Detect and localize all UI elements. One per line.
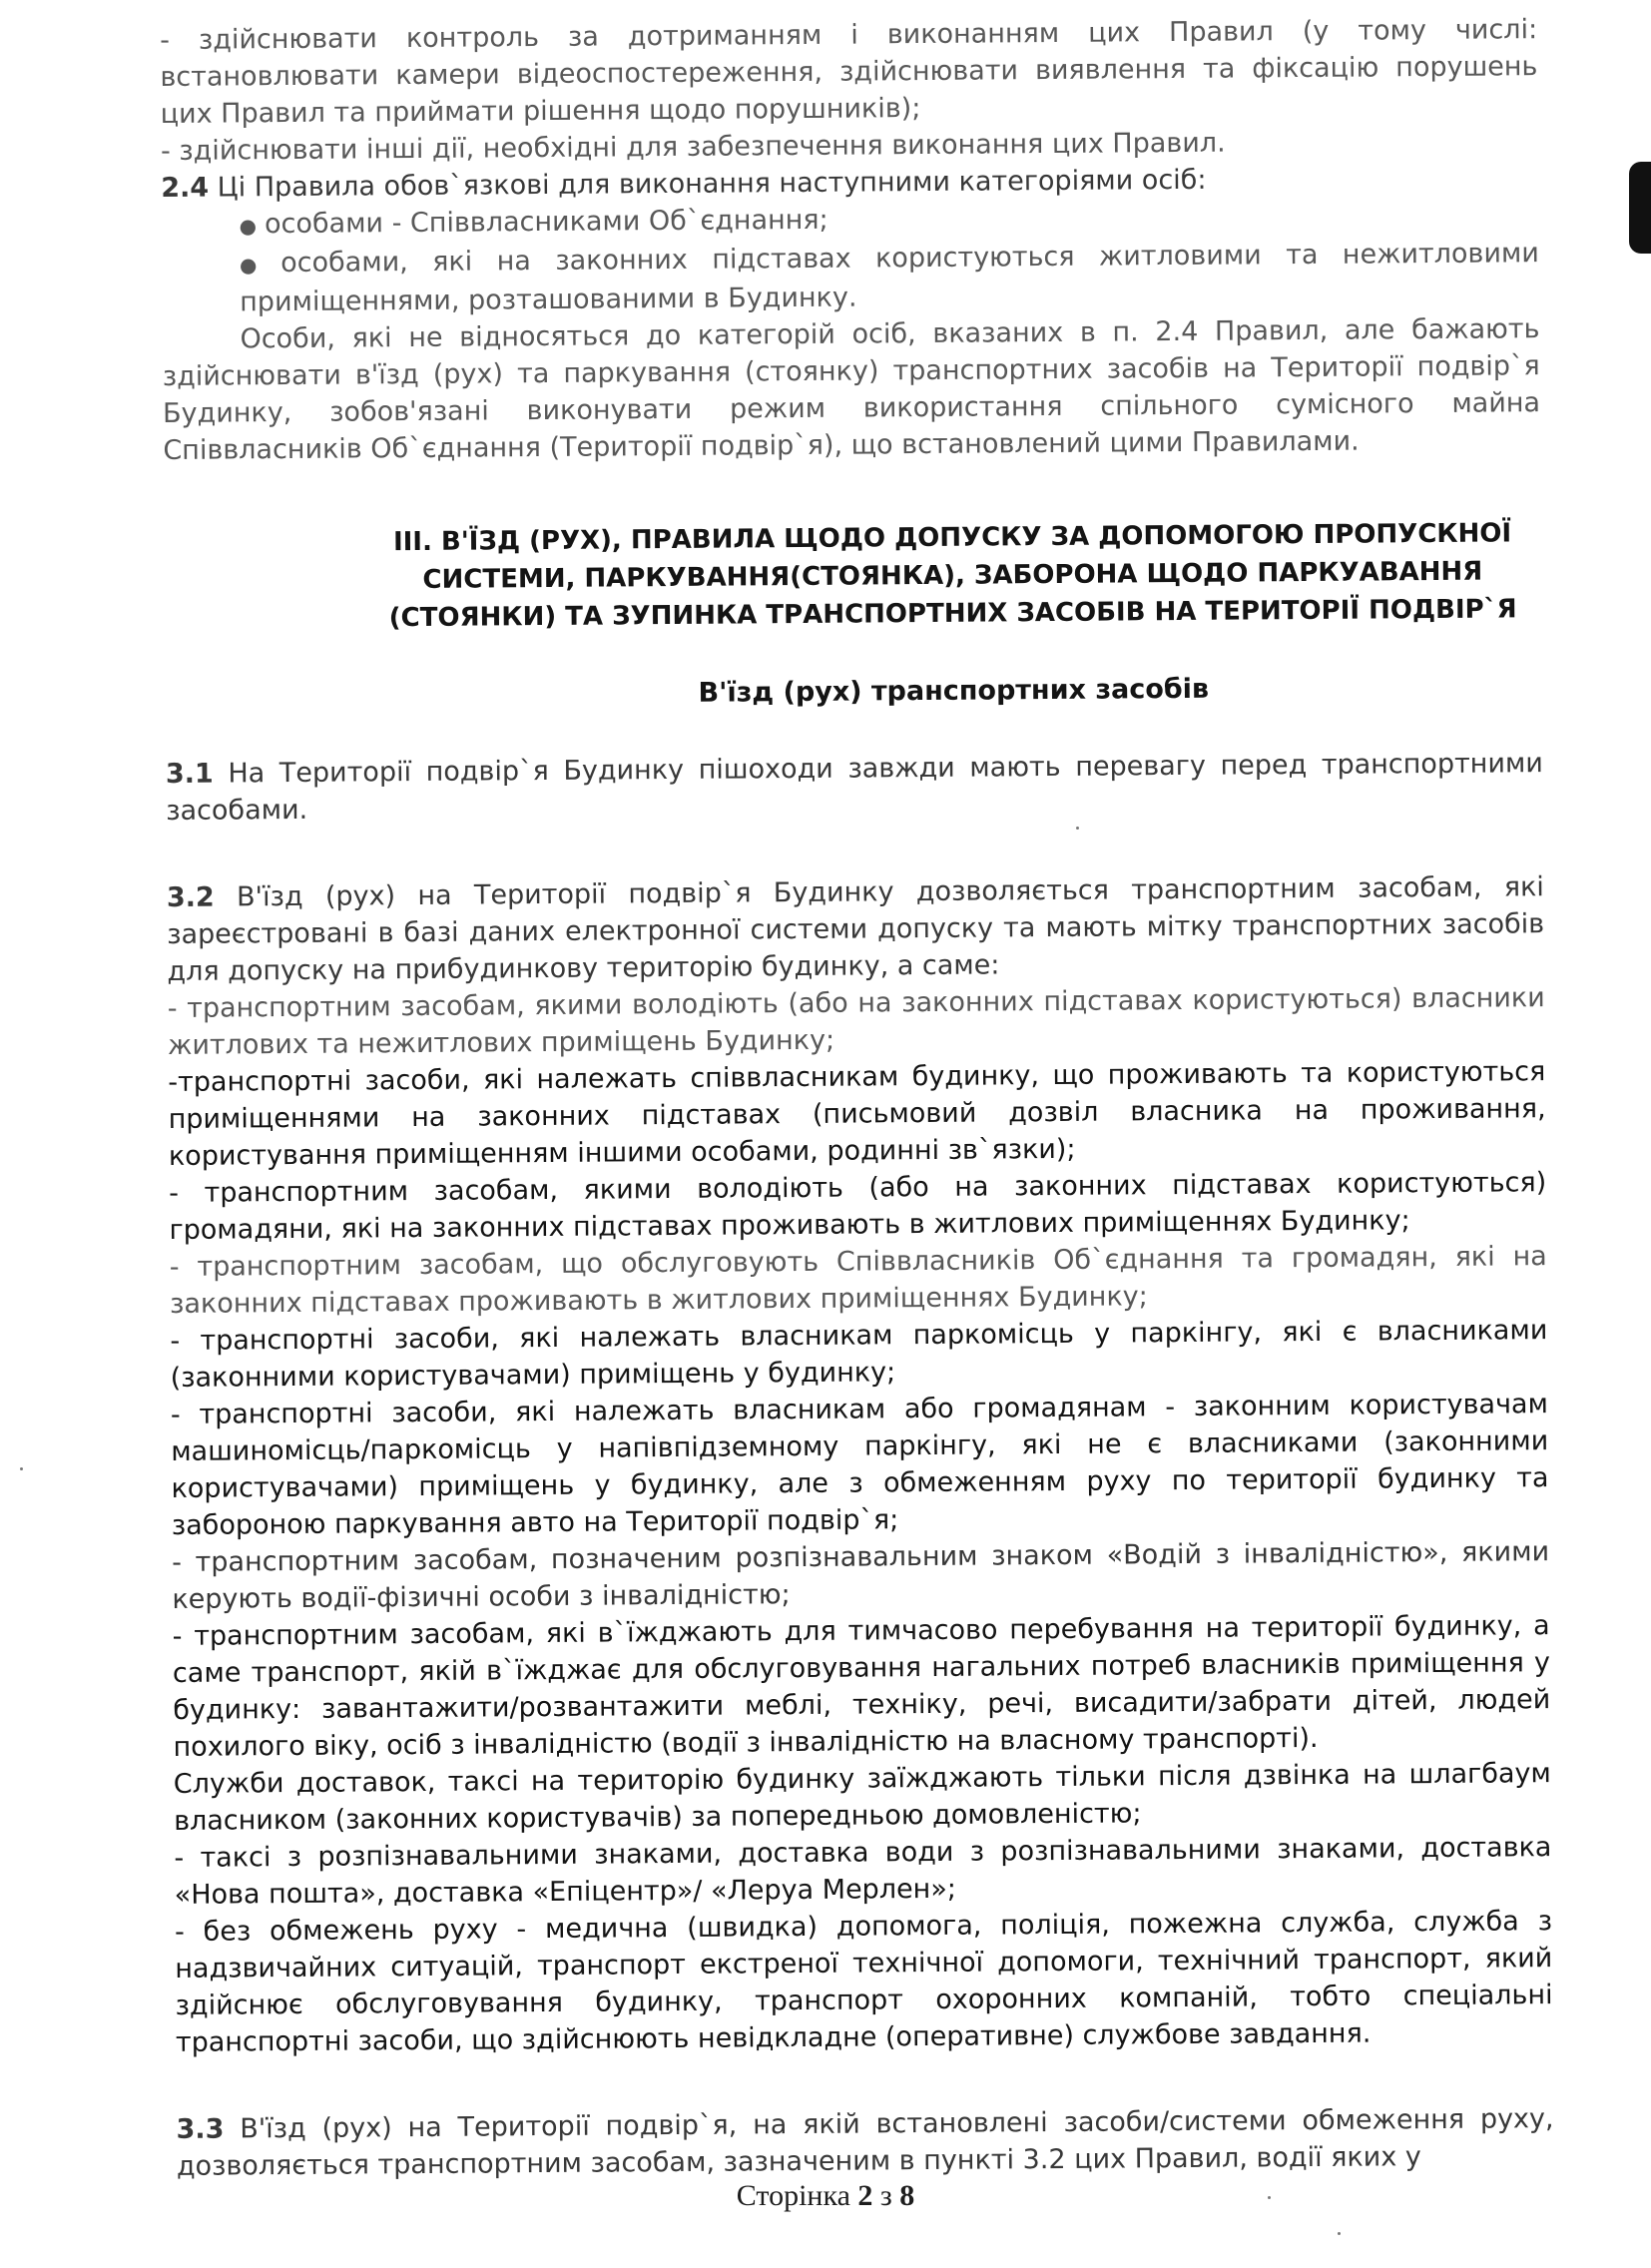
list-item: Служби доставок, таксі на територію будинку заїжджають тільки після дзвінка на шлагбаум власником (законних користувачів) за попередньою домовленістю; [173,1758,1551,1837]
scan-speck [1338,2232,1341,2235]
list-item: - транспортні засоби, які належать власникам або громадянам - законним користувачам машиномісць/паркомісць у напівпідземному паркінгу, які не є власниками (законними користувачами) приміщень у будинку, але з обмеженням руху по території будинку та забороною паркування авто на Території подвір`я; [170,1389,1549,1541]
list-item: -транспортні засоби, які належать співвласникам будинку, що проживають та користуються приміщеннями на законних підставах (письмовий дозвіл власника на проживання, користування приміщенням іншими особами, родинні зв`язки); [168,1056,1546,1172]
list-item: - транспортним засобам, що обслуговують Співвласників Об`єднання та громадян, які на законних підставах проживають в житлових приміщеннях Будинку; [169,1241,1547,1320]
paragraph-text: На Території подвір`я Будинку пішоходи завжди мають перевагу перед транспортними засобами. [166,748,1543,827]
page-separator: з [879,2179,892,2212]
section-heading: III. В'ЇЗД (РУХ), ПРАВИЛА ЩОДО ДОПУСКУ ЗА ДОПОМОГОЮ ПРОПУСКНОЇ СИСТЕМИ, ПАРКУВАННЯ(СТОЯНКА), ЗАБОРОНА ЩОДО ПАРКУАВАННЯ (СТОЯНКИ) ТА ЗУПИНКА ТРАНСПОРТНИХ ЗАСОБІВ НА ТЕРИТОРІЇ ПОДВІР`Я [388,518,1517,634]
bullet-other: - здійснювати інші дії, необхідні для забезпечення виконання цих Правил. [160,127,1226,167]
page-label: Сторінка [736,2179,850,2212]
paragraph-number: 2.4 [161,172,210,204]
page-footer [0,2177,1651,2214]
bullet-control: - здійснювати контроль за дотриманням і виконанням цих Правил (у тому числі: встановлювати камери відеоспостереження, здійснювати виявлення та фіксацію порушень цих Правил та приймати рішення щодо порушників); [160,14,1538,130]
paragraph-number: 3.1 [165,758,214,790]
paragraph-text: Ці Правила обов`язкові для виконання наступними категоріями осіб: [217,164,1207,204]
paragraph-3-2 [167,868,1545,990]
list-item: - транспортним засобам, які в`їжджають для тимчасово перебування на території будинку, а саме транспорт, якій в`їжджає для обслуговування нагальних потреб власників приміщення у будинку: завантажити/розвантажити меблі, техніку, речі, висадити/забрати дітей, людей похилого віку, осіб з інвалідністю (водії з інвалідністю на власному транспорті). [172,1610,1551,1763]
category-item [162,235,1540,321]
page-total: 8 [899,2179,915,2212]
paragraph-number: 3.3 [176,2113,225,2145]
list-item: - транспортним засобам, якими володіють (або на законних підставах користуються) власники житлових та нежитлових приміщень Будинку; [167,982,1545,1061]
scan-speck [20,1467,23,1470]
list-item: - таксі з розпізнавальними знаками, доставка води з розпізнавальними знаками, доставка «Нова пошта», доставка «Епіцентр»/ «Леруа Мерлен»; [174,1832,1552,1911]
list-item: - транспортним засобам, позначеним розпізнавальним знаком «Водій з інвалідністю», якими керують водії-фізичні особи з інвалідністю; [172,1536,1550,1615]
paragraph-3-1 [166,745,1544,830]
paragraph-number: 3.2 [166,881,215,913]
bullet-icon: ● [239,253,274,278]
page-current: 2 [857,2179,873,2212]
paragraph-text: В'їзд (рух) на Території подвір`я, на якій встановлені засоби/системи обмеження руху, дозволяється транспортним засобам, зазначеним в пункті 3.2 цих Правил, водії яких у [176,2103,1554,2182]
list-item: - без обмежень руху - медична (швидка) допомога, поліція, пожежна служба, служба з надзвичайних ситуацій, транспорт екстреної технічної допомоги, технічний транспорт, який здійснює обслуговування будинку, транспорт охоронних компаній, тобто спеціальні транспортні засоби, що здійснюють невідкладне (оперативне) службове завдання. [174,1906,1553,2058]
subsection-heading: В'їзд (рух) транспортних засобів [698,673,1210,709]
bullet-icon: ● [239,214,258,239]
category-text: особами - Співвласниками Об`єднання; [264,204,828,241]
list-item: - транспортні засоби, які належать власникам паркомісць у паркінгу, які є власниками (законними користувачами) приміщень у будинку; [170,1315,1548,1394]
scan-speck [1076,827,1079,830]
scan-speck [1268,2196,1271,2199]
category-text: особами, які на законних підставах користуються житловими та нежитловими приміщеннями, розташованими в Будинку. [240,238,1539,318]
paragraph-text: В'їзд (рух) на Території подвір`я Будинку дозволяється транспортним засобам, які зареєстровані в базі даних електронної системи допуску та мають мітку транспортних засобів для допуску на прибудинкову територію будинку, а саме: [167,871,1545,987]
scan-edge-mark [1629,162,1651,254]
others-paragraph: Особи, які не відносяться до категорій осіб, вказаних в п. 2.4 Правил, але бажають здійснювати в'їзд (рух) та паркування (стоянку) транспортних засобів на Території подвір`я Будинку, зобов'язані виконувати режим використання спільного сумісного майна Співвласників Об`єднання (Території подвір`я), що встановлений цими Правилами. [162,313,1541,466]
paragraph-3-3 [176,2100,1554,2185]
list-item: - транспортним засобам, якими володіють (або на законних підставах користуються) громадяни, які на законних підставах проживають в житлових приміщеннях Будинку; [169,1167,1547,1246]
document-page [160,11,1554,2248]
